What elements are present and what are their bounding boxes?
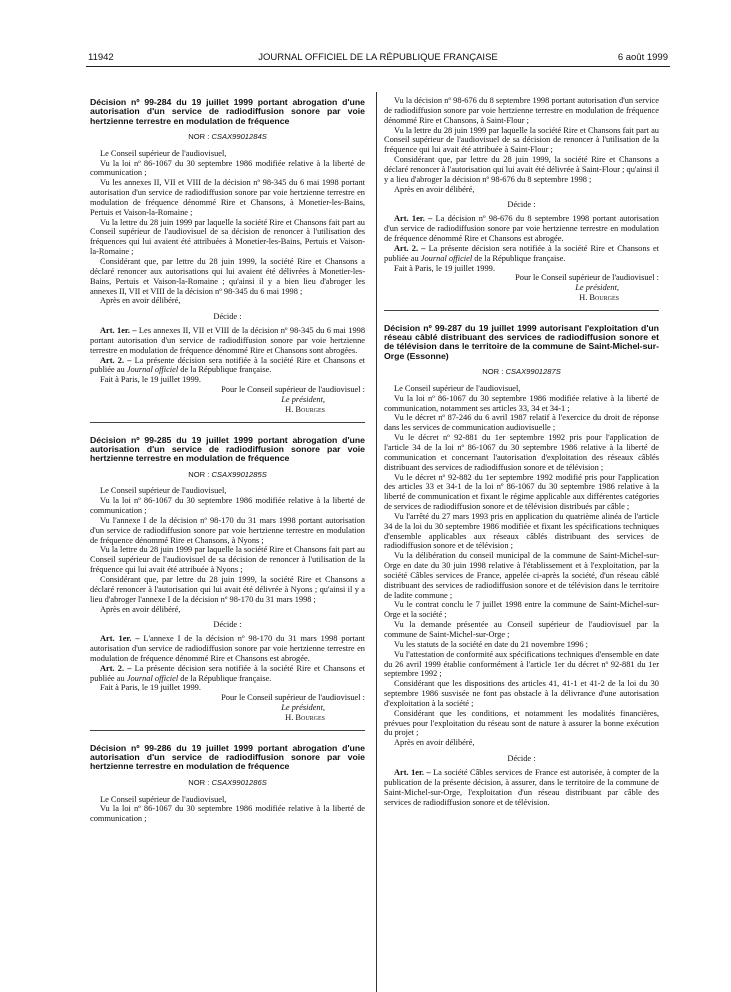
article-1 [90, 326, 365, 356]
nor-label: NOR : [188, 777, 210, 787]
nor-reference [384, 367, 659, 377]
signature-role [90, 703, 365, 713]
article-text: La société Câbles services de France est autorisée, à compter de la publication de la présente décision, à assurer, dans le territoire de la commune de Saint-Michel-sur-Orge, l'exploitation d'un réseau distribuant par câble des services de radiodiffusion sonore et de télévision. [384, 767, 660, 807]
paragraph: Vu la délibération du conseil municipal de la commune de Saint-Michel-sur-Orge en date du 30 juin 1998 relative à l'établissement et à l'exploitation, par la société Câbles services de France, appelée ci-après la société, d'un réseau câblé distribuant des services de radiodiffusion sonore et de télévision dans le territoire de ladite commune ; [384, 551, 659, 600]
article-text: de la République française. [178, 365, 272, 375]
paragraph: Vu la loi nº 86-1067 du 30 septembre 1986 modifiée relative à la liberté de communication ; [90, 804, 365, 824]
article-label: Art. 2. – [100, 355, 132, 365]
article-1 [384, 768, 659, 807]
decision-99-285 [90, 436, 365, 723]
article-text: Les annexes II, VII et VIII de la décision nº 98-345 du 6 mai 1998 portant autorisation d'un service de radiodiffusion sonore par voie hertzienne terrestre en modulation de fréquence dénommé Rire et Chansons sont abrogées. [90, 326, 366, 355]
decide-heading: Décide : [213, 620, 242, 630]
paragraph: Vu la décision nº 98-676 du 8 septembre 1998 portant autorisation d'un service de radiodiffusion sonore par voie hertzienne terrestre en modulation de fréquence dénommé Rire et Chansons, à Saint-Flour ; [384, 96, 659, 125]
article-text: La présente décision sera notifiée à la société Rire et Chansons et publiée au [90, 663, 365, 683]
article-2 [384, 244, 659, 264]
paragraph: Considérant que les conditions, et notamment les modalités financières, prévues pour l'exploitation du réseau sont de nature à assurer la bonne exécution du projet ; [384, 708, 659, 738]
article-1 [90, 634, 365, 664]
paragraph: Vu le décret nº 92-881 du 1er septembre 1992 pris pour l'application de l'article 34 de la loi nº 86-1067 du 30 septembre 1986 relative à la liberté de communication et concernant l'autorisation d'exploitation des réseaux câblés distribuant des services de radiodiffusion sonore et de télévision ; [384, 433, 659, 472]
article-text: de la République française. [472, 253, 566, 263]
article-label: Art. 1er. – [100, 634, 140, 644]
paragraph: Après en avoir délibéré, [394, 184, 475, 194]
paragraph: Vu les annexes II, VII et VIII de la décision nº 98-345 du 6 mai 1998 portant autorisation d'un service de radiodiffusion sonore par voie hertzienne terrestre en modulation de fréquence dénommé Rire et Chansons, à Monetier-les-Bains, Pertuis et Vaison-la-Romaine ; [90, 178, 365, 217]
article-text: La présente décision sera notifiée à la société Rire et Chansons et publiée au [384, 243, 659, 263]
paragraph: Vu la lettre du 28 juin 1999 par laquelle la société Rire et Chansons fait part au Conseil supérieur de l'audiovisuel de sa décision de renoncer à l'utilisation des fréquences qui lui avaient été attribuées à Monetier-les-Bains, Pertuis et Vaison-la-Romaine ; [90, 217, 365, 257]
article-label: Art. 2. – [100, 663, 132, 673]
journal-name: Journal officiel [420, 253, 473, 263]
done-at: Fait à Paris, le 19 juillet 1999. [100, 683, 201, 693]
column-divider [376, 92, 377, 992]
paragraph: Après en avoir délibéré, [394, 738, 475, 748]
done-at: Fait à Paris, le 19 juillet 1999. [394, 263, 495, 273]
signature-role-text: Le président, [281, 394, 325, 404]
article-text: La décision nº 98-676 du 8 septembre 1998 portant autorisation d'un service de radiodiffusion sonore par voie hertzienne terrestre en modulation de fréquence dénommé Rire et Chansons est abrogée. [384, 214, 659, 243]
decide-heading: Décide : [507, 754, 536, 764]
decision-title: Décision nº 99-285 du 19 juillet 1999 portant abrogation d'une autorisation d'un service de radiodiffusion sonore par voie hertzienne terrestre en modulation de fréquence [90, 434, 365, 464]
nor-reference [90, 778, 365, 788]
signature-name: H. Bourges [285, 712, 325, 722]
paragraph: Vu le contrat conclu le 7 juillet 1998 entre la commune de Saint-Michel-sur-Orge et la société ; [384, 600, 659, 620]
journal-name: Journal officiel [126, 673, 179, 683]
signature-name: H. Bourges [579, 293, 619, 303]
signature-role [384, 283, 659, 293]
decision-99-286-end [384, 96, 659, 303]
nor-label: NOR : [188, 131, 210, 141]
decide-heading: Décide : [507, 200, 536, 210]
nor-code: CSAX9901284S [211, 131, 267, 141]
section-separator [90, 730, 365, 731]
paragraph: Considérant que les dispositions des articles 41, 41-1 et 41-2 de la loi du 30 septembre 1986 susvisée ne font pas obstacle à la délivrance d'une autorisation d'exploitation à la société ; [384, 679, 659, 708]
paragraph: Le Conseil supérieur de l'audiovisuel, [100, 148, 227, 158]
done-at: Fait à Paris, le 19 juillet 1999. [100, 375, 201, 385]
article-1 [384, 214, 659, 244]
right-column [384, 96, 659, 807]
article-label: Art. 1er. – [394, 214, 433, 224]
left-column [90, 98, 365, 824]
signature-role-text: Le président, [575, 283, 619, 293]
decision-99-284 [90, 98, 365, 415]
paragraph: Vu la lettre du 28 juin 1999 par laquelle la société Rire et Chansons fait part au Conseil supérieur de l'audiovisuel de sa décision de renoncer à l'utilisation de la fréquence qui lui avait été attribuée à Saint-Flour ; [384, 125, 659, 155]
paragraph: Considérant que, par lettre du 28 juin 1999, la société Rire et Chansons a déclaré renoncer à l'autorisation qui lui avait été délivrée à Nyons ; qu'ainsi il y a lieu d'abroger l'annexe I de la décision nº 98-170 du 31 mars 1998 ; [90, 575, 365, 604]
paragraph: Vu les statuts de la société en date du 21 novembre 1996 ; [394, 639, 588, 649]
signature-line: Pour le Conseil supérieur de l'audiovisuel : [221, 385, 365, 395]
paragraph: Vu l'arrêté du 27 mars 1993 pris en application du quatrième alinéa de l'article 34 de la loi du 30 septembre 1986 modifiée et fixant les spécifications techniques d'ensemble applicables aux réseaux câblés distribuant des services de radiodiffusion sonore et de télévision ; [384, 511, 659, 551]
nor-code: CSAX9901285S [211, 469, 267, 479]
paragraph: Après en avoir délibéré, [100, 604, 181, 614]
decision-99-287 [384, 324, 659, 807]
paragraph: Vu l'annexe I de la décision nº 98-170 du 31 mars 1998 portant autorisation d'un service de radiodiffusion sonore par voie hertzienne terrestre en modulation de fréquence dénommé Rire et Chansons, à Nyons ; [90, 515, 365, 545]
signature-line: Pour le Conseil supérieur de l'audiovisuel : [515, 273, 659, 283]
nor-label: NOR : [482, 367, 504, 377]
signature-name: H. Bourges [285, 404, 325, 414]
paragraph: Vu la loi nº 86-1067 du 30 septembre 1986 modifiée relative à la liberté de communication ; [90, 496, 365, 516]
paragraph: Après en avoir délibéré, [100, 296, 181, 306]
paragraph: Vu la loi nº 86-1067 du 30 septembre 1986 modifiée relative à la liberté de communication, notamment ses articles 33, 34 et 34-1 ; [384, 393, 659, 413]
paragraph: Vu le décret nº 92-882 du 1er septembre 1992 modifié pris pour l'application des articles 33 et 34-1 de la loi nº 86-1067 du 30 septembre 1986 relative à la liberté de communication et fixant le régime applicable aux différentes catégories de services de radiodiffusion sonore et de télévision distribués par câble ; [384, 472, 659, 512]
journal-name: Journal officiel [126, 365, 179, 375]
nor-reference [90, 470, 365, 480]
signature-line: Pour le Conseil supérieur de l'audiovisuel : [221, 693, 365, 703]
decision-title: Décision nº 99-284 du 19 juillet 1999 portant abrogation d'une autorisation d'un service de radiodiffusion sonore par voie hertzienne terrestre en modulation de fréquence [90, 97, 365, 126]
issue-date: 6 août 1999 [617, 52, 668, 63]
paragraph: Vu la lettre du 28 juin 1999 par laquelle la société Rire et Chansons fait part au Conseil supérieur de l'audiovisuel de sa décision de renoncer à l'utilisation de la fréquence qui lui avait été attribuée à Nyons ; [90, 545, 365, 575]
paragraph: Considérant que, par lettre du 28 juin 1999, la société Rire et Chansons a déclaré renoncer aux autorisations qui lui avaient été délivrées à Monetier-les-Bains, Pertuis et Vaison-la-Romaine ; qu'ainsi il y a bien lieu d'abroger les annexes II, VII et VIII de la décision nº 98-345 du 6 mai 1998 ; [90, 257, 365, 296]
nor-code: CSAX9901287S [505, 367, 561, 377]
paragraph: Vu la loi nº 86-1067 du 30 septembre 1986 modifiée relative à la liberté de communication ; [90, 158, 365, 178]
nor-reference [90, 132, 365, 142]
header-rule [86, 66, 670, 67]
paragraph: Vu la demande présentée au Conseil supérieur de l'audiovisuel par la commune de Saint-Michel-sur-Orge ; [384, 620, 659, 639]
article-2 [90, 356, 365, 376]
signature-role [90, 395, 365, 405]
section-separator [90, 422, 365, 423]
decision-99-286-start [90, 744, 365, 824]
paragraph: Le Conseil supérieur de l'audiovisuel, [100, 794, 227, 804]
paragraph: Considérant que, par lettre du 28 juin 1999, la société Rire et Chansons a déclaré renoncer à l'autorisation qui lui avait été délivrée à Saint-Flour ; qu'ainsi il y a lieu d'abroger la décision nº 98-676 du 8 septembre 1998 ; [384, 155, 659, 184]
article-label: Art. 2. – [394, 243, 426, 253]
article-label: Art. 1er. – [100, 326, 137, 336]
nor-code: CSAX9901286S [211, 777, 267, 787]
decision-title: Décision nº 99-287 du 19 juillet 1999 autorisant l'exploitation d'un réseau câblé distribuant des services de radiodiffusion sonore et de télévision dans le territoire de la commune de Saint-Michel-sur-Orge (Essonne) [384, 322, 659, 361]
section-separator [384, 310, 659, 311]
nor-label: NOR : [188, 469, 210, 479]
article-text: La présente décision sera notifiée à la société Rire et Chansons et publiée au [90, 355, 365, 375]
article-2 [90, 664, 365, 684]
article-text: L'annexe I de la décision nº 98-170 du 31 mars 1998 portant autorisation d'un service de radiodiffusion sonore par voie hertzienne terrestre en modulation de fréquence dénommé Rire et Chansons est abrogée. [90, 634, 366, 663]
paragraph: Le Conseil supérieur de l'audiovisuel, [100, 486, 227, 496]
page-number: 11942 [88, 52, 114, 63]
journal-title: JOURNAL OFFICIEL DE LA RÉPUBLIQUE FRANÇAISE [258, 52, 498, 63]
paragraph: Le Conseil supérieur de l'audiovisuel, [394, 383, 521, 393]
page-header [88, 52, 668, 66]
paragraph: Vu l'attestation de conformité aux spécifications techniques d'ensemble en date du 26 avril 1999 établie conformément à l'article 1er du décret nº 92-881 du 1er septembre 1992 ; [384, 649, 659, 679]
article-text: de la République française. [178, 673, 272, 683]
article-label: Art. 1er. – [394, 767, 431, 777]
signature-role-text: Le président, [281, 703, 325, 713]
decide-heading: Décide : [213, 312, 242, 322]
decision-title: Décision nº 99-286 du 19 juillet 1999 portant abrogation d'une autorisation d'un service de radiodiffusion sonore par voie hertzienne terrestre en modulation de fréquence [90, 742, 365, 772]
paragraph: Vu le décret nº 87-246 du 6 avril 1987 relatif à l'exercice du droit de réponse dans les services de communication audiovisuelle ; [384, 413, 659, 433]
